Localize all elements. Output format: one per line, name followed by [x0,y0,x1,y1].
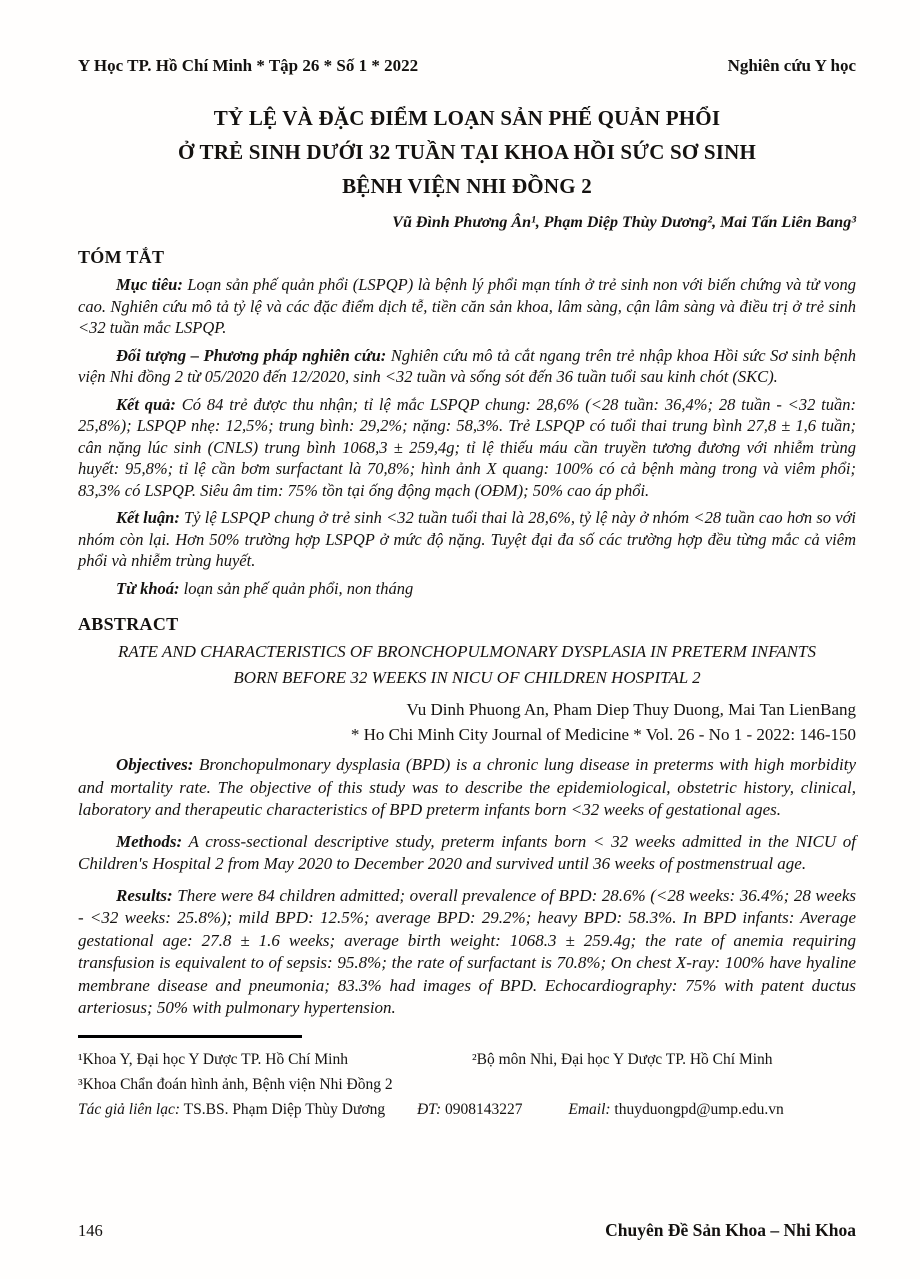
article-title-line-2: Ở TRẺ SINH DƯỚI 32 TUẦN TẠI KHOA HỒI SỨC SƠ SINH [177,140,757,164]
paragraph-objectives [78,754,856,822]
contact-label: Tác giả liên lạc: [78,1100,181,1118]
paragraph-label: Methods: [116,831,183,851]
article-title [78,101,856,203]
paragraph-label: Đối tượng – Phương pháp nghiên cứu: [116,345,387,365]
page-header [78,56,856,76]
header-section-label: Nghiên cứu Y học [727,56,856,75]
paragraph-label: Mục tiêu: [116,275,183,294]
paragraph-label: Kết quả: [116,394,176,414]
contact-email [568,1101,783,1118]
heading-tom-tat: TÓM TẮT [78,247,165,267]
footnote-affiliations-row [78,1047,856,1072]
keywords-label: Từ khoá: [116,578,180,598]
keywords-text: loạn sản phế quản phổi, non tháng [183,578,414,598]
contact-name: TS.BS. Phạm Diệp Thùy Dương [183,1100,386,1118]
article-title-line-3: BỆNH VIỆN NHI ĐỒNG 2 [342,174,592,198]
footnote-divider [78,1035,302,1038]
paragraph-doi-tuong [78,345,856,388]
paragraph-text: Có 84 trẻ được thu nhận; tỉ lệ mắc LSPQP chung: 28,6% (<28 tuần: 36,4%; 28 tuần - <32 tuần: 25,8%); LSPQP nhẹ: 12,5%; trung bình: 29,2%; nặng: 58,3%. Trẻ LSPQP có tuổi thai trung bình 27,8 ± 1,6 tuần; cân nặng lúc sinh (CNLS) trung bình 1068,3 ± 259,4g; tỉ lệ thiếu máu cần truyền tương đương với nhiễm trùng huyết: 95,8%; tỉ lệ cần bơm surfactant là 70,8%; hình ảnh X quang: 100% có cả bệnh màng trong và viêm phổi; 83,3% có LSPQP. Siêu âm tim: 75% tồn tại ống động mạch (OĐM); 50% cao áp phổi. [78,394,856,500]
paragraph-text: Loạn sản phế quản phổi (LSPQP) là bệnh lý phổi mạn tính ở trẻ sinh non với biến chứng và tử vong cao. Nghiên cứu mô tả tỷ lệ và các đặc điểm dịch tễ, tiền căn sản khoa, lâm sàng, cận lâm sàng và điều trị ở trẻ sinh <32 tuần mắc LSPQP. [78,275,856,337]
contact-phone [417,1101,523,1118]
journal-reference: * Ho Chi Minh City Journal of Medicine * Vol. 26 - No 1 - 2022: 146-150 [350,725,856,744]
paragraph-text: A cross-sectional descriptive study, preterm infants born < 32 weeks admitted in the NICU of Children's Hospital 2 from May 2020 to December 2020 and survived until 36 weeks of postmenstrual age. [78,831,856,873]
paragraph-tu-khoa [78,578,856,600]
paragraph-label: Objectives: [116,755,194,774]
paragraph-ket-qua [78,394,856,502]
header-journal-issue: Y Học TP. Hồ Chí Minh * Tập 26 * Số 1 * 2022 [78,56,419,75]
paragraph-text: Nghiên cứu mô tả cắt ngang trên trẻ nhập khoa Hồi sức Sơ sinh bệnh viện Nhi đồng 2 từ 05/2020 đến 12/2020, sinh <32 tuần và sống sót đến 36 tuần tuổi sau kinh chót (SKC). [78,345,857,386]
paragraph-methods [78,831,856,876]
corresponding-author-line [78,1097,856,1122]
affiliation-1: ¹Khoa Y, Đại học Y Dược TP. Hồ Chí Minh [78,1050,348,1068]
paragraph-text: There were 84 children admitted; overall prevalence of BPD: 28.6% (<28 weeks: 36.4%; 28 weeks - <32 weeks: 25.8%); mild BPD: 12.5%; average BPD: 29.2%; heavy BPD: 58.3%. In BPD infants: Average gestational age: 27.8 ± 1.6 weeks; average birth weight: 1068.3 ± 259.4g; the rate of anemia requiring transfusion is equivalent to of sepsis: 95.8%; the rate of surfactant is 70.8%; On chest X-ray: 100% have hyaline membrane disease and pneumonia; 83.3% had images of BPD. Echocardiography: 75% with patent ductus arteriosus; 50% with pulmonary hypertension. [78,885,856,1017]
paragraph-text: Bronchopulmonary dysplasia (BPD) is a chronic lung disease in preterms with high morbidity and mortality rate. The objective of this study was to describe the epidemiological, obstetric history, clinical, laboratory and therapeutic characteristics of BPD preterm infants born <32 weeks of gestational ages. [78,755,857,819]
phone-label: ĐT: [416,1100,442,1118]
paragraph-label: Kết luận: [116,508,180,527]
email-label: Email: [568,1100,611,1118]
paragraph-muc-tieu [78,274,856,339]
affiliation-2: ²Bộ môn Nhi, Đại học Y Dược TP. Hồ Chí Minh [472,1050,773,1068]
paragraph-text: Tỷ lệ LSPQP chung ở trẻ sinh <32 tuần tuổi thai là 28,6%, tỷ lệ này ở nhóm <28 tuần cao hơn so với nhóm còn lại. Hơn 50% trường hợp LSPQP ở mức độ nặng. Tuyệt đại đa số các trường hợp đều từng mắc cả viêm phổi và nhiễm trùng huyết. [78,508,856,570]
paragraph-ket-luan [78,507,856,572]
footer-section-name: Chuyên Đề Sản Khoa – Nhi Khoa [605,1220,856,1240]
abstract-english-title [78,639,856,691]
abstract-title-line-1: RATE AND CHARACTERISTICS OF BRONCHOPULMONARY DYSPLASIA IN PRETERM INFANTS [118,642,816,661]
page-number: 146 [78,1221,103,1240]
affiliation-3: ³Khoa Chẩn đoán hình ảnh, Bệnh viện Nhi Đồng 2 [78,1075,393,1093]
heading-abstract: ABSTRACT [78,614,179,634]
paragraph-label: Results: [116,885,173,905]
phone-number: 0908143227 [444,1100,523,1118]
email-address: thuyduongpd@ump.edu.vn [614,1100,784,1118]
paragraph-results [78,885,856,1020]
article-title-line-1: TỶ LỆ VÀ ĐẶC ĐIỂM LOẠN SẢN PHẾ QUẢN PHỔI [213,106,721,130]
abstract-title-line-2: BORN BEFORE 32 WEEKS IN NICU OF CHILDREN HOSPITAL 2 [233,668,701,687]
page-footer [78,1220,856,1241]
authors-vietnamese: Vũ Đình Phương Ân¹, Phạm Diệp Thùy Dương², Mai Tấn Liên Bang³ [392,214,856,231]
footnotes [78,1047,856,1122]
authors-english: Vu Dinh Phuong An, Pham Diep Thuy Duong, Mai Tan LienBang [406,700,856,719]
